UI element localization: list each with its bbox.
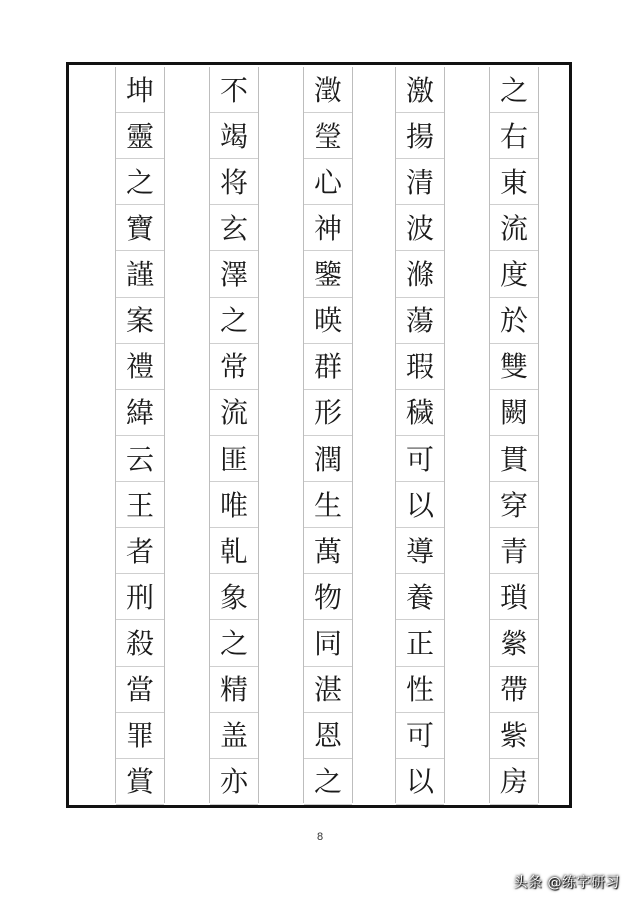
calligraphy-character: 常	[219, 350, 248, 384]
character-cell	[210, 713, 258, 759]
character-cell	[490, 205, 538, 251]
calligraphy-character: 於	[499, 304, 528, 338]
calligraphy-character: 流	[499, 211, 528, 245]
calligraphy-character: 心	[313, 165, 342, 199]
character-cell	[490, 621, 538, 667]
calligraphy-character: 竭	[219, 119, 248, 153]
calligraphy-character: 者	[125, 534, 154, 568]
calligraphy-character: 刑	[125, 580, 154, 614]
calligraphy-character: 湛	[313, 673, 342, 707]
writing-column	[489, 67, 539, 803]
character-cell	[116, 67, 164, 113]
character-cell	[304, 759, 352, 805]
character-cell	[304, 574, 352, 620]
character-cell	[396, 667, 444, 713]
calligraphy-character: 同	[313, 627, 342, 660]
calligraphy-character: 養	[405, 580, 434, 614]
writing-column	[395, 67, 445, 803]
watermark: 头条 @练字研习	[513, 875, 620, 891]
calligraphy-character: 激	[405, 73, 434, 107]
character-cell	[210, 298, 258, 344]
calligraphy-character: 之	[499, 73, 528, 107]
character-cell	[396, 205, 444, 251]
calligraphy-character: 緯	[125, 396, 154, 430]
calligraphy-character: 波	[405, 211, 434, 245]
calligraphy-character: 正	[405, 627, 434, 660]
calligraphy-character: 瑕	[405, 350, 434, 384]
calligraphy-character: 澤	[219, 258, 248, 291]
character-cell	[490, 67, 538, 113]
calligraphy-character: 紫	[499, 719, 528, 753]
column-gap	[259, 67, 304, 803]
character-cell	[304, 344, 352, 390]
calligraphy-character: 寶	[125, 211, 154, 245]
character-cell	[396, 67, 444, 113]
calligraphy-character: 群	[313, 350, 342, 384]
calligraphy-character: 揚	[405, 119, 434, 153]
character-cell	[116, 436, 164, 482]
character-cell	[304, 482, 352, 528]
character-cell	[210, 252, 258, 298]
calligraphy-character: 雙	[499, 350, 528, 384]
character-cell	[490, 252, 538, 298]
character-cell	[210, 574, 258, 620]
character-cell	[116, 713, 164, 759]
character-cell	[304, 159, 352, 205]
character-cell	[304, 528, 352, 574]
column-gap	[445, 67, 490, 803]
calligraphy-character: 将	[219, 165, 248, 199]
calligraphy-character: 靈	[125, 119, 154, 153]
calligraphy-character: 青	[499, 534, 528, 568]
calligraphy-character: 生	[313, 488, 342, 522]
calligraphy-character: 物	[313, 580, 342, 614]
character-cell	[490, 667, 538, 713]
column-gap	[165, 67, 210, 803]
writing-column	[303, 67, 353, 803]
character-cell	[490, 759, 538, 805]
character-cell	[490, 113, 538, 159]
calligraphy-character: 精	[219, 673, 248, 707]
calligraphy-character: 可	[405, 442, 434, 476]
calligraphy-character: 流	[219, 396, 248, 430]
calligraphy-character: 象	[219, 580, 248, 614]
calligraphy-character: 滌	[405, 258, 434, 291]
column-gap	[351, 67, 396, 803]
character-cell	[304, 713, 352, 759]
calligraphy-character: 乹	[219, 534, 248, 568]
calligraphy-character: 之	[125, 165, 154, 199]
character-cell	[490, 390, 538, 436]
calligraphy-character: 禮	[125, 350, 154, 384]
calligraphy-character: 賞	[125, 765, 154, 799]
calligraphy-character: 房	[499, 765, 528, 799]
character-cell	[210, 159, 258, 205]
character-cell	[490, 713, 538, 759]
calligraphy-character: 亦	[219, 765, 248, 799]
character-cell	[490, 298, 538, 344]
calligraphy-character: 導	[405, 534, 434, 568]
calligraphy-character: 貫	[499, 442, 528, 476]
character-cell	[490, 159, 538, 205]
character-cell	[304, 113, 352, 159]
character-cell	[210, 67, 258, 113]
character-cell	[396, 528, 444, 574]
character-cell	[210, 436, 258, 482]
character-cell	[116, 252, 164, 298]
character-cell	[490, 574, 538, 620]
calligraphy-character: 坤	[125, 73, 154, 107]
calligraphy-character: 形	[313, 396, 342, 430]
calligraphy-character: 之	[219, 627, 248, 660]
page-number: 8	[316, 831, 324, 843]
calligraphy-character: 蕩	[405, 304, 434, 338]
character-cell	[396, 436, 444, 482]
calligraphy-character: 穢	[405, 396, 434, 430]
calligraphy-character: 瑣	[499, 580, 528, 614]
character-cell	[116, 667, 164, 713]
character-cell	[490, 436, 538, 482]
character-cell	[304, 436, 352, 482]
calligraphy-character: 殺	[125, 627, 154, 660]
calligraphy-character: 鑒	[313, 258, 342, 291]
calligraphy-character: 東	[499, 165, 528, 199]
character-cell	[396, 713, 444, 759]
calligraphy-character: 匪	[219, 442, 248, 476]
calligraphy-character: 右	[499, 119, 528, 153]
calligraphy-character: 萬	[313, 534, 342, 568]
character-cell	[396, 574, 444, 620]
character-cell	[116, 344, 164, 390]
character-cell	[304, 667, 352, 713]
character-cell	[396, 298, 444, 344]
character-cell	[210, 205, 258, 251]
character-cell	[304, 390, 352, 436]
calligraphy-character: 恩	[313, 719, 342, 753]
character-cell	[304, 621, 352, 667]
calligraphy-character: 性	[405, 673, 434, 707]
character-cell	[304, 298, 352, 344]
calligraphy-character: 王	[125, 488, 154, 522]
calligraphy-character: 不	[219, 73, 248, 107]
character-cell	[396, 482, 444, 528]
character-cell	[304, 67, 352, 113]
column-gap	[71, 67, 116, 803]
character-cell	[396, 113, 444, 159]
character-cell	[116, 528, 164, 574]
character-cell	[396, 159, 444, 205]
calligraphy-character: 潤	[313, 442, 342, 476]
calligraphy-character: 之	[313, 765, 342, 799]
copybook-sheet	[66, 62, 572, 808]
calligraphy-character: 以	[405, 488, 434, 522]
calligraphy-character: 可	[405, 719, 434, 753]
character-cell	[396, 390, 444, 436]
calligraphy-character: 之	[219, 304, 248, 338]
character-cell	[490, 528, 538, 574]
calligraphy-character: 案	[125, 304, 154, 338]
character-cell	[116, 298, 164, 344]
calligraphy-character: 帶	[499, 673, 528, 707]
writing-column	[115, 67, 165, 803]
calligraphy-character: 盖	[219, 719, 248, 753]
character-cell	[116, 574, 164, 620]
calligraphy-character: 穿	[499, 488, 528, 522]
calligraphy-character: 清	[405, 165, 434, 199]
character-cell	[116, 482, 164, 528]
character-cell	[396, 252, 444, 298]
calligraphy-character: 謹	[125, 258, 154, 291]
character-cell	[116, 205, 164, 251]
character-cell	[210, 621, 258, 667]
calligraphy-character: 唯	[219, 488, 248, 522]
calligraphy-character: 度	[499, 258, 528, 291]
character-cell	[396, 344, 444, 390]
character-cell	[210, 759, 258, 805]
calligraphy-character: 暎	[313, 304, 342, 338]
calligraphy-character: 縈	[499, 627, 528, 660]
character-cell	[210, 344, 258, 390]
character-cell	[210, 390, 258, 436]
character-cell	[396, 759, 444, 805]
character-cell	[490, 482, 538, 528]
character-cell	[304, 252, 352, 298]
character-cell	[116, 759, 164, 805]
calligraphy-character: 云	[125, 442, 154, 476]
calligraphy-grid	[71, 67, 567, 803]
calligraphy-character: 玄	[219, 211, 248, 245]
calligraphy-character: 以	[405, 765, 434, 799]
character-cell	[116, 621, 164, 667]
character-cell	[116, 390, 164, 436]
character-cell	[210, 667, 258, 713]
character-cell	[210, 113, 258, 159]
character-cell	[116, 113, 164, 159]
writing-column	[209, 67, 259, 803]
calligraphy-character: 闕	[499, 396, 528, 430]
character-cell	[210, 528, 258, 574]
calligraphy-character: 罪	[125, 719, 154, 753]
calligraphy-character: 瑩	[313, 119, 342, 153]
calligraphy-character: 當	[125, 673, 154, 707]
calligraphy-character: 神	[313, 211, 342, 245]
character-cell	[490, 344, 538, 390]
calligraphy-character: 澂	[313, 73, 342, 107]
character-cell	[116, 159, 164, 205]
character-cell	[396, 621, 444, 667]
character-cell	[304, 205, 352, 251]
character-cell	[210, 482, 258, 528]
